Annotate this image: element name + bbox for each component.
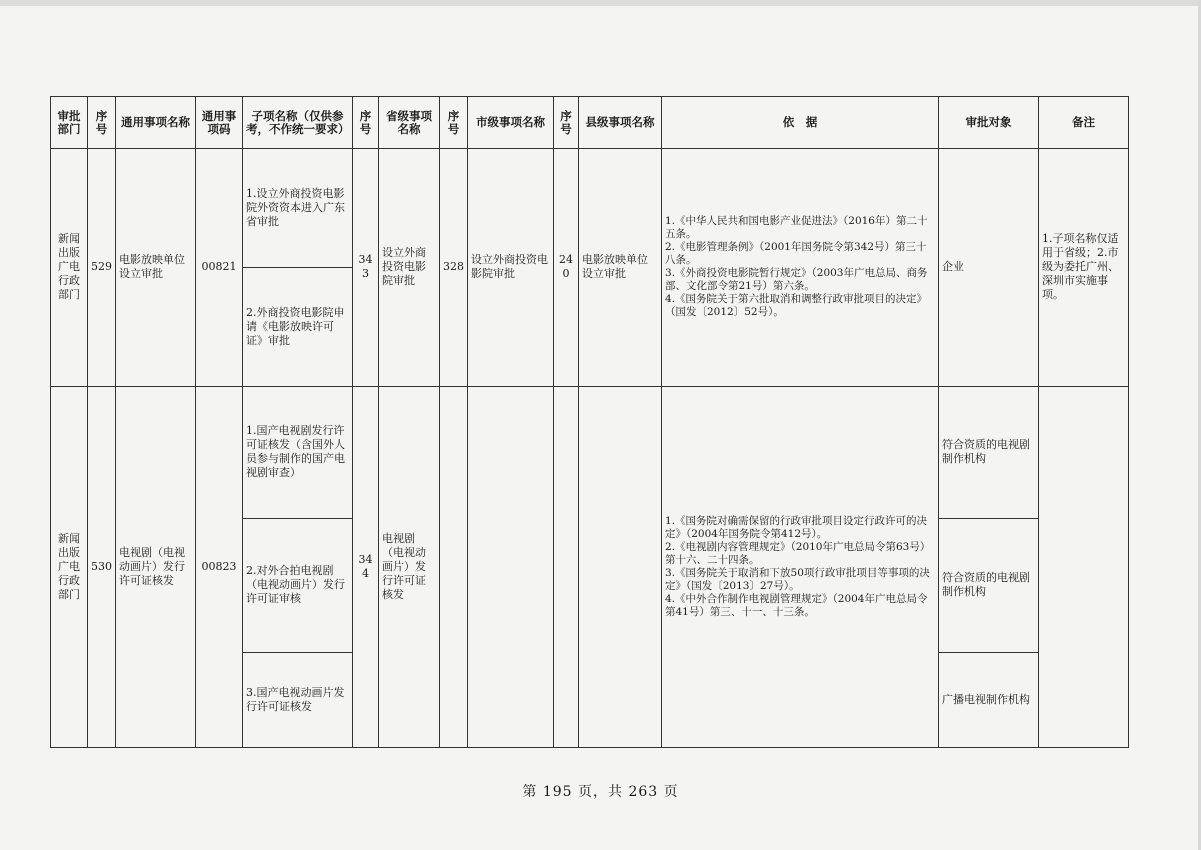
basis-item: 3.《国务院关于取消和下放50项行政审批项目等事项的决定》（国发〔2013〕27号）。: [665, 566, 930, 592]
header-seq: 序号: [440, 97, 468, 149]
cell-basis: [662, 386, 939, 747]
approval-items-table: [50, 96, 1129, 748]
header-prov-name: 省级事项名称: [379, 97, 440, 149]
header-seq: 序号: [353, 97, 379, 149]
basis-item: 1.《国务院对确需保留的行政审批项目设定行政许可的决定》（2004年国务院令第412号）。: [665, 514, 928, 540]
header-common-code: 通用事项码: [196, 97, 243, 149]
basis-item: 3.《外商投资电影院暂行规定》（2003年广电总局、商务部、文化部令第21号）第六条。: [665, 267, 928, 293]
cell-code: 00823: [196, 386, 243, 747]
header-seq: 序号: [88, 97, 116, 149]
cell-code: 00821: [196, 149, 243, 387]
cell-common-name: 电影放映单位设立审批: [116, 149, 196, 387]
cell-county-seq: 240: [554, 149, 579, 387]
page-footer: 第 195 页，共 263 页: [522, 784, 679, 800]
table-row: [51, 149, 1129, 268]
basis-item: 2.《电视剧内容管理规定》（2010年广电总局令第63号）第十六、二十四条。: [665, 540, 931, 566]
header-remark: 备注: [1039, 97, 1129, 149]
cell-target: 符合资质的电视剧制作机构: [939, 386, 1039, 518]
header-seq: 序号: [554, 97, 579, 149]
basis-item: 4.《国务院关于第六批取消和调整行政审批项目的决定》（国发〔2012〕52号）。: [665, 293, 928, 319]
cell-county-name: [579, 386, 662, 747]
cell-remark: [1039, 386, 1129, 747]
cell-city-seq: [440, 386, 468, 747]
cell-dept: 新闻出版广电行政部门: [51, 386, 88, 747]
cell-city-name: 设立外商投资电影院审批: [468, 149, 554, 387]
table-row: [51, 386, 1129, 518]
page-edge: [0, 0, 1201, 6]
cell-county-name: 电影放映单位设立审批: [579, 149, 662, 387]
cell-sub-name: 3.国产电视动画片发行许可证核发: [243, 652, 353, 747]
cell-city-name: [468, 386, 554, 747]
cell-dept: 新闻出版广电行政部门: [51, 149, 88, 387]
header-common-name: 通用事项名称: [116, 97, 196, 149]
cell-sub-name: 1.国产电视剧发行许可证核发（含国外人员参与制作的国产电视剧审查）: [243, 386, 353, 518]
cell-basis: [662, 149, 939, 387]
header-sub-name: 子项名称（仅供参考，不作统一要求）: [243, 97, 353, 149]
cell-county-seq: [554, 386, 579, 747]
cell-target: 企业: [939, 149, 1039, 387]
header-dept: 审批部门: [51, 97, 88, 149]
cell-prov-name: 电视剧（电视动画片）发行许可证核发: [379, 386, 440, 747]
basis-item: 2.《电影管理条例》（2001年国务院令第342号）第三十八条。: [665, 241, 927, 267]
cell-sub-name: 2.外商投资电影院申请《电影放映许可证》审批: [243, 267, 353, 386]
cell-sub-name: 1.设立外商投资电影院外资资本进入广东省审批: [243, 149, 353, 268]
header-county-name: 县级事项名称: [579, 97, 662, 149]
cell-prov-seq: 344: [353, 386, 379, 747]
basis-item: 1.《中华人民共和国电影产业促进法》（2016年）第二十五条。: [665, 215, 928, 241]
cell-common-name: 电视剧（电视动画片）发行许可证核发: [116, 386, 196, 747]
header-target: 审批对象: [939, 97, 1039, 149]
cell-target: 广播电视制作机构: [939, 652, 1039, 747]
cell-seq: 530: [88, 386, 116, 747]
table-header-row: [51, 97, 1129, 149]
cell-sub-name: 2.对外合拍电视剧（电视动画片）发行许可证审核: [243, 518, 353, 652]
cell-prov-name: 设立外商投资电影院审批: [379, 149, 440, 387]
cell-seq: 529: [88, 149, 116, 387]
basis-item: 4.《中外合作制作电视剧管理规定》（2004年广电总局令第41号）第三、十一、十三条。: [665, 592, 928, 618]
header-basis: 依 据: [662, 97, 939, 149]
cell-target: 符合资质的电视剧制作机构: [939, 518, 1039, 652]
cell-city-seq: 328: [440, 149, 468, 387]
header-city-name: 市级事项名称: [468, 97, 554, 149]
cell-remark: 1.子项名称仅适用于省级；2.市级为委托广州、深圳市实施事项。: [1039, 149, 1129, 387]
cell-prov-seq: 343: [353, 149, 379, 387]
